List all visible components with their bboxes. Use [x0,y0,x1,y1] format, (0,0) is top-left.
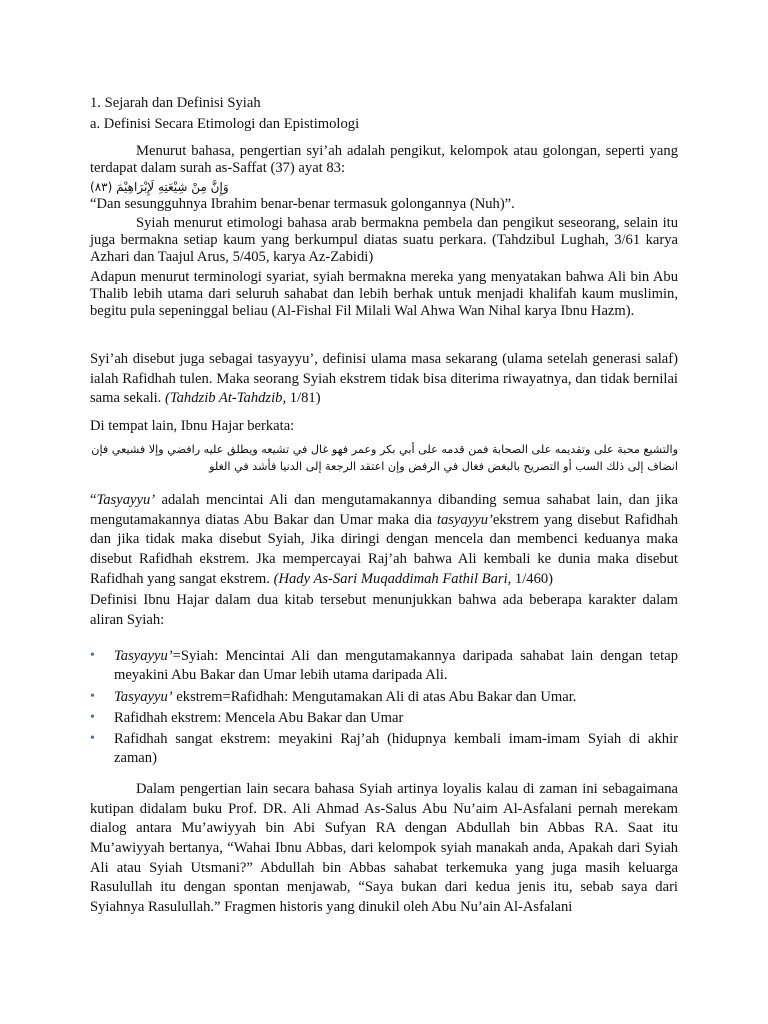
bullet-icon: • [90,731,95,746]
list-item-text: =Syiah: Mencintai Ali dan mengutamakannya daripada sahabat lain dengan tetap meyakini Abu Bakar dan Umar lebih utama daripada Ali. [114,648,678,684]
bullet-icon: • [90,688,95,704]
source-citation-page: 1/460) [511,570,554,587]
source-citation: (Tahdzib At-Tahdzib, [164,390,287,407]
list-item-term: Tasyayyu’ [114,688,173,705]
ayat-arabic: وَإِنَّ مِنْ شِيْعَتِهِ لَإِبْرَاهِيْمَ (٨٣) [90,180,229,194]
term-tasyayyu: Tasyayyu’ [96,492,156,508]
paragraph-tasyayyu-definition [90,491,678,589]
bullet-icon: • [90,709,95,725]
list-item [90,647,678,686]
list-item-text: Rafidhah ekstrem: Mencela Abu Bakar dan Umar [114,709,404,726]
subsection-heading: a. Definisi Secara Etimologi dan Epistimologi [90,116,360,132]
section-heading: 1. Sejarah dan Definisi Syiah [90,95,261,111]
list-item [90,688,678,707]
list-item [90,730,678,769]
source-citation: (Hady As-Sari Muqaddimah Fathil Bari, [273,570,512,587]
paragraph-tasyayyu-text: Syi’ah disebut juga sebagai tasyayyu’, definisi ulama masa sekarang (ulama setelah generasi salaf) ialah Rafidhah tulen. Maka seorang Syiah ekstrem tidak bisa diterima riwayatnya, dan tidak bernilai sama sekali. [90,351,678,407]
list-item-text: Rafidhah sangat ekstrem: meyakini Raj’ah (hidupnya kembali imam-imam Syiah di akhir zaman) [114,731,678,767]
bullet-icon: • [90,648,95,663]
definition-text-a: adalah mencintai Ali dan mengutamakannya dibanding semua sahabat lain, dan jika mengutamakannya diatas Abu Bakar dan Umar maka dia [90,492,678,528]
list-item [90,709,678,728]
list-item-term: Tasyayyu’ [114,648,173,664]
characteristics-list [90,647,678,771]
paragraph-terminology: Adapun menurut terminologi syariat, syiah bermakna mereka yang menyatakan bahwa Ali bin Abu Thalib lebih utama dari seluruh sahabat dan lebih berhak untuk menjadi khalifah kaum muslimin, begitu pula sepeninggal beliau (Al-Fishal Fil Milali Wal Ahwa Wan Nihal karya Ibnu Hazm). [90,269,678,320]
ayat-translation: “Dan sesungguhnya Ibrahim benar-benar termasuk golongannya (Nuh)”. [90,196,515,212]
source-citation-page: 1/81) [286,390,321,407]
open-quote: “ [90,492,97,508]
paragraph-loyalist: Dalam pengertian lain secara bahasa Syiah artinya loyalis kalau di zaman ini sebagaimana kutipan didalam buku Prof. DR. Ali Ahmad As-Salus Abu Nu’aim Al-Asfalani pernah merekam dialog antara Mu’awiyyah bin Abi Sufyan RA dengan Abdullah bin Abbas RA. Saat itu Mu’awiyyah bertanya, “Wahai Ibnu Abbas, dari kelompok syiah manakah anda, Apakah dari Syiah Ali atau Syiah Utsmani?” Abdullah bin Abbas sahabat terkemuka yang juga masih keluarga Rasulullah itu dengan spontan menjawab, “Saya bukan dari kedua jenis itu, sebab saya dari Syiahnya Rasulullah.” Fragmen historis yang dinukil oleh Abu Nu’ain Al-Asfalani [90,781,678,916]
term-tasyayyu-2: tasyayyu’ [436,511,493,528]
paragraph-etymology-intro: Menurut bahasa, pengertian syi’ah adalah pengikut, kelompok atau golongan, seperti yang terdapat dalam surah as-Saffat (37) ayat 83: [90,143,678,177]
paragraph-characteristics: Definisi Ibnu Hajar dalam dua kitab tersebut menunjukkan bahwa ada beberapa karakter dalam aliran Syiah: [90,592,678,628]
arabic-quote: والتشيع محبة على وتقديمه على الصحابة فمن قدمه على أبي بكر وعمر فهو غال في تشيعه ويطلق عليه رافضي وإلا فشيعي فإن انضاف إلى ذلك السب أو التصريح بالبغض فغال في الرفض وإن اعتقد الرجعة إلى الدنيا فأشد في الغلو [91,443,678,473]
definition-text-b: ekstrem yang disebut Rafidhah dan jika tidak maka disebut Syiah, Jika diringi dengan mencela dan membenci keduanya maka disebut Rafidhah ekstrem. Jka mempercayai Raj’ah bahwa Ali kembali ke dunia maka disebut Rafidhah yang sangat ekstrem. [90,511,678,587]
list-item-text: ekstrem=Rafidhah: Mengutamakan Ali di atas Abu Bakar dan Umar. [172,688,577,705]
paragraph-tasyayyu [90,350,678,409]
paragraph-ibnu-hajar: Di tempat lain, Ibnu Hajar berkata: [90,418,295,434]
paragraph-etymology-arabic: Syiah menurut etimologi bahasa arab bermakna pembela dan pengikut seseorang, selain itu juga bermakna setiap kaum yang berkumpul diatas suatu perkara. (Tahdzibul Lughah, 3/61 karya Azhari dan Taajul Arus, 5/405, karya Az-Zabidi) [90,215,678,266]
